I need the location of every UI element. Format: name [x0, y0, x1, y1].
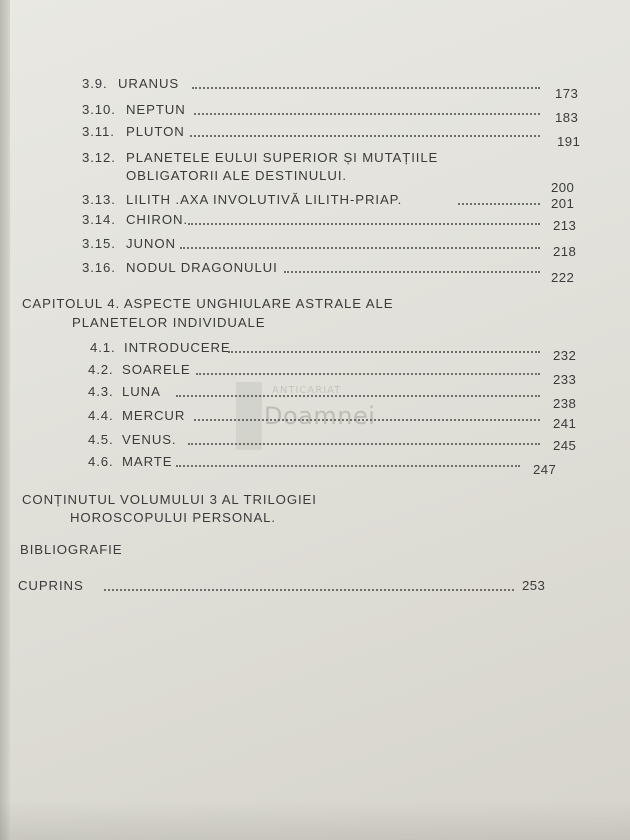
entry-title-continued: OBLIGATORII ALE DESTINULUI.	[126, 168, 347, 183]
toc-entry-3-14	[0, 212, 630, 232]
entry-number: 3.9.	[82, 76, 108, 91]
toc-entry-4-3	[0, 384, 630, 411]
chapter-4-heading: CAPITOLUL 4. ASPECTE UNGHIULARE ASTRALE ALE	[22, 296, 394, 311]
entry-title: PLANETELE EULUI SUPERIOR ȘI MUTAȚIILE	[126, 150, 439, 165]
entry-page: 222	[551, 270, 575, 285]
entry-page: 183	[555, 110, 579, 125]
toc-entry-3-16	[0, 260, 630, 285]
toc-entry-cuprins	[0, 578, 630, 598]
entry-page: 173	[555, 86, 579, 101]
entry-number: 4.4.	[88, 408, 114, 423]
volume-3-heading-cont: HOROSCOPULUI PERSONAL.	[70, 510, 276, 525]
entry-title: NEPTUN	[126, 102, 186, 117]
entry-page: 201	[551, 196, 575, 211]
toc-entry-4-5	[0, 432, 630, 452]
dot-leader	[196, 373, 540, 375]
dot-leader	[194, 419, 540, 421]
entry-title: URANUS	[118, 76, 180, 91]
volume-3-heading: CONȚINUTUL VOLUMULUI 3 AL TRILOGIEI	[22, 492, 317, 507]
entry-title: VENUS.	[122, 432, 177, 447]
entry-title: CHIRON.	[126, 212, 188, 227]
entry-page: 245	[553, 438, 577, 453]
dot-leader	[176, 465, 520, 467]
entry-number: 4.1.	[90, 340, 116, 355]
toc-entry-3-12-cont	[0, 168, 630, 195]
entry-number: 4.5.	[88, 432, 114, 447]
entry-title: JUNON	[126, 236, 176, 251]
entry-number: 3.14.	[82, 212, 116, 227]
entry-title: CUPRINS	[18, 578, 84, 593]
bibliography-heading: BIBLIOGRAFIE	[20, 542, 123, 557]
entry-number: 4.2.	[88, 362, 114, 377]
entry-title: MARTE	[122, 454, 173, 469]
entry-number: 3.13.	[82, 192, 116, 207]
entry-page: 218	[553, 244, 577, 259]
entry-title: LILITH .AXA INVOLUTIVĂ LILITH-PRIAP.	[126, 192, 403, 207]
entry-title: PLUTON	[126, 124, 185, 139]
dot-leader	[192, 87, 540, 89]
entry-title: NODUL DRAGONULUI	[126, 260, 278, 275]
toc-entry-3-10	[0, 102, 630, 125]
entry-page: 241	[553, 416, 577, 431]
page-shadow	[0, 800, 630, 840]
dot-leader	[176, 395, 540, 397]
entry-number: 4.3.	[88, 384, 114, 399]
chapter-4-heading-cont: PLANETELOR INDIVIDUALE	[72, 315, 266, 330]
entry-page: 233	[553, 372, 577, 387]
dot-leader	[194, 113, 540, 115]
dot-leader	[228, 351, 540, 353]
entry-page: 238	[553, 396, 577, 411]
toc-entry-3-13	[0, 192, 630, 212]
toc-entry-4-2	[0, 362, 630, 387]
dot-leader	[188, 223, 540, 225]
toc-entry-4-1	[0, 340, 630, 363]
entry-page: 253	[522, 578, 546, 593]
toc-entry-3-15	[0, 236, 630, 259]
entry-page: 213	[553, 218, 577, 233]
toc-entry-3-11	[0, 124, 630, 149]
dot-leader	[284, 271, 540, 273]
toc-entry-4-4	[0, 408, 630, 431]
entry-title: MERCUR	[122, 408, 186, 423]
dot-leader	[180, 247, 540, 249]
dot-leader	[104, 589, 514, 591]
entry-title: LUNA	[122, 384, 161, 399]
toc-entry-3-12	[0, 150, 630, 170]
dot-leader	[458, 203, 540, 205]
watermark-text: Doamnei	[264, 402, 376, 430]
entry-page: 191	[557, 134, 581, 149]
toc-entry-3-9	[0, 76, 630, 101]
dot-leader	[188, 443, 540, 445]
entry-number: 3.16.	[82, 260, 116, 275]
entry-number: 3.15.	[82, 236, 116, 251]
entry-number: 3.11.	[82, 124, 115, 139]
dot-leader	[190, 135, 540, 137]
entry-number: 4.6.	[88, 454, 114, 469]
entry-title: INTRODUCERE	[124, 340, 231, 355]
entry-page: 247	[533, 462, 557, 477]
entry-number: 3.10.	[82, 102, 116, 117]
entry-title: SOARELE	[122, 362, 191, 377]
watermark-small-text: ANTICARIAT	[272, 385, 342, 396]
entry-number: 3.12.	[82, 150, 116, 165]
entry-page: 232	[553, 348, 577, 363]
entry-page: 200	[551, 180, 575, 195]
toc-entry-4-6	[0, 454, 630, 477]
